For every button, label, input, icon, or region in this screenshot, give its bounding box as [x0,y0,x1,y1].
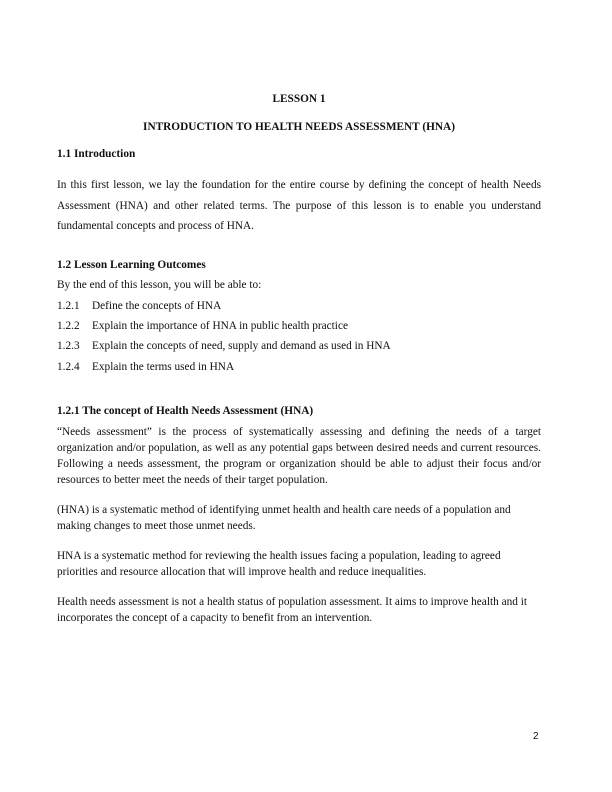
lesson-title: INTRODUCTION TO HEALTH NEEDS ASSESSMENT (HNA) [143,121,455,133]
paragraph-hna-aims: Health needs assessment is not a health status of population assessment. It aims to improve health and it incorporates the concept of a capacity to benefit from an intervention. [57,596,527,624]
list-item [57,320,348,332]
intro-paragraph: In this first lesson, we lay the foundation for the entire course by defining the concept of health Needs Assessment (HNA) and other related terms. The purpose of this lesson is to enable you understand fundamental concepts and process of HNA. [57,179,541,233]
list-item [57,340,391,352]
list-text: Define the concepts of HNA [92,300,222,312]
list-text: Explain the importance of HNA in public health practice [92,320,348,332]
paragraph-needs-assessment: “Needs assessment” is the process of systematically assessing and defining the needs of a target organization and/or population, as well as any potential gaps between desired needs and current resources. Following a needs assessment, the program or organization should be able to adjust their focus and/or resources to better meet the needs of their target population. [57,426,541,486]
list-number: 1.2.2 [57,320,80,332]
section-heading-1-2: 1.2 Lesson Learning Outcomes [57,259,206,271]
paragraph-hna-definition: (HNA) is a systematic method of identifying unmet health and health care needs of a population and making changes to meet those unmet needs. [57,504,511,532]
list-item [57,361,234,373]
list-item [57,300,221,312]
list-text: Explain the concepts of need, supply and demand as used in HNA [92,340,391,352]
outcomes-intro: By the end of this lesson, you will be able to: [57,279,262,291]
list-number: 1.2.4 [57,361,80,373]
list-number: 1.2.1 [57,300,80,312]
section-heading-1-1: 1.1 Introduction [57,148,136,160]
list-text: Explain the terms used in HNA [92,361,235,373]
lesson-label: LESSON 1 [272,93,326,105]
list-number: 1.2.3 [57,340,80,352]
page-number: 2 [533,731,539,742]
section-heading-1-2-1: 1.2.1 The concept of Health Needs Assessment (HNA) [57,405,314,417]
paragraph-hna-method: HNA is a systematic method for reviewing the health issues facing a population, leading to agreed priorities and resource allocation that will improve health and reduce inequalities. [57,550,501,578]
